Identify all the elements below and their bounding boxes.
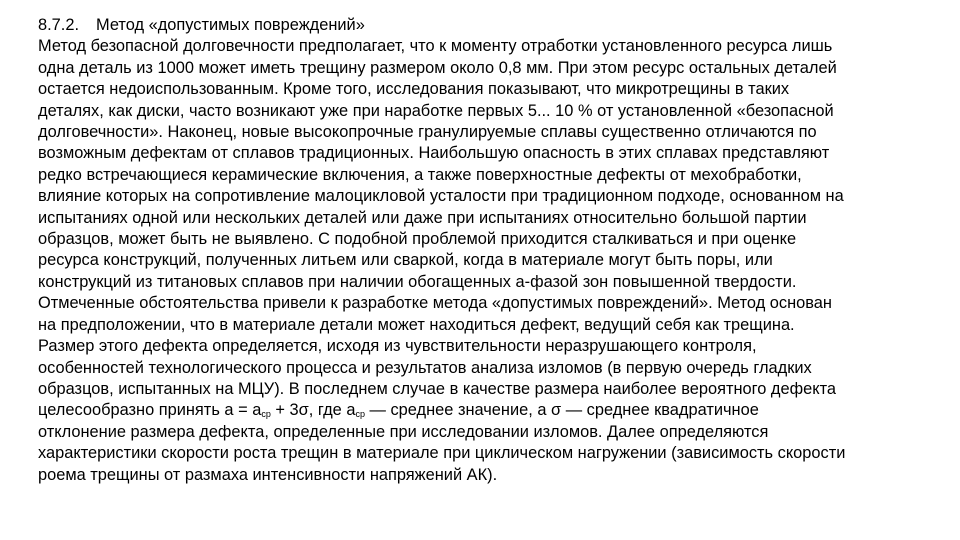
text-line: Отмеченные обстоятельства привели к разработке метода «допустимых повреждений». Метод основан [38, 294, 832, 313]
document-body [38, 15, 930, 486]
text-line: редко встречающиеся керамические включения, а также поверхностные дефекты от мехобработки, [38, 165, 802, 184]
subscript: ср [261, 409, 271, 420]
text-line: отклонение размера дефекта, определенные при исследовании изломов. Далее определяются [38, 422, 769, 441]
subscript: ср [355, 409, 365, 420]
text-line: ресурса конструкций, полученных литьем или сваркой, когда в материале могут быть поры, или [38, 251, 773, 270]
text-line: Метод безопасной долговечности предполагает, что к моменту отработки установленного ресурса лишь [38, 37, 833, 56]
paragraph [38, 36, 930, 486]
formula-text: целесообразно принять а = а [38, 401, 262, 420]
text-line: долговечности». Наконец, новые высокопрочные гранулируемые сплавы существенно отличаются по [38, 123, 817, 142]
text-line: образцов, может быть не выявлено. С подобной проблемой приходится сталкиваться и при оценке [38, 230, 797, 249]
text-line: на предположении, что в материале детали может находиться дефект, ведущий себя как трещина. [38, 315, 795, 334]
section-title: Метод «допустимых повреждений» [96, 16, 365, 34]
section-heading [38, 15, 930, 36]
text-line: особенностей технологического процесса и результатов анализа изломов (в первую очередь гладких [38, 358, 812, 377]
text-line: конструкций из титановых сплавов при наличии обогащенных а-фазой зон повышенной твердости. [38, 272, 797, 291]
text-line: Размер этого дефекта определяется, исходя из чувствительности неразрушающего контроля, [38, 337, 757, 356]
section-number: 8.7.2. [38, 16, 80, 34]
text-line: возможным дефектам от сплавов традиционных. Наибольшую опасность в этих сплавах представляют [38, 144, 830, 163]
text-line: роема трещины от размаха интенсивности напряжений АК). [38, 465, 498, 484]
text-line: остается недоиспользованным. Кроме того, исследования показывают, что микротрещины в таких [38, 80, 790, 99]
formula-text: — среднее значение, а σ — среднее квадратичное [364, 401, 759, 420]
formula-line [38, 400, 930, 421]
text-line: деталях, как диски, часто возникают уже при наработке первых 5... 10 % от установленной «безопасной [38, 101, 834, 120]
text-line: образцов, испытанных на МЦУ). В последнем случае в качестве размера наиболее вероятного дефекта [38, 379, 837, 398]
formula-text: + 3σ, где а [270, 401, 356, 420]
text-line: одна деталь из 1000 может иметь трещину размером около 0,8 мм. При этом ресурс остальных деталей [38, 58, 837, 77]
text-line: испытаниях одной или нескольких деталей или даже при испытаниях относительно большой партии [38, 208, 807, 227]
text-line: влияние которых на сопротивление малоцикловой усталости при традиционном подходе, основанном на [38, 187, 844, 206]
text-line: характеристики скорости роста трещин в материале при циклическом нагружении (зависимость скорости [38, 444, 846, 463]
